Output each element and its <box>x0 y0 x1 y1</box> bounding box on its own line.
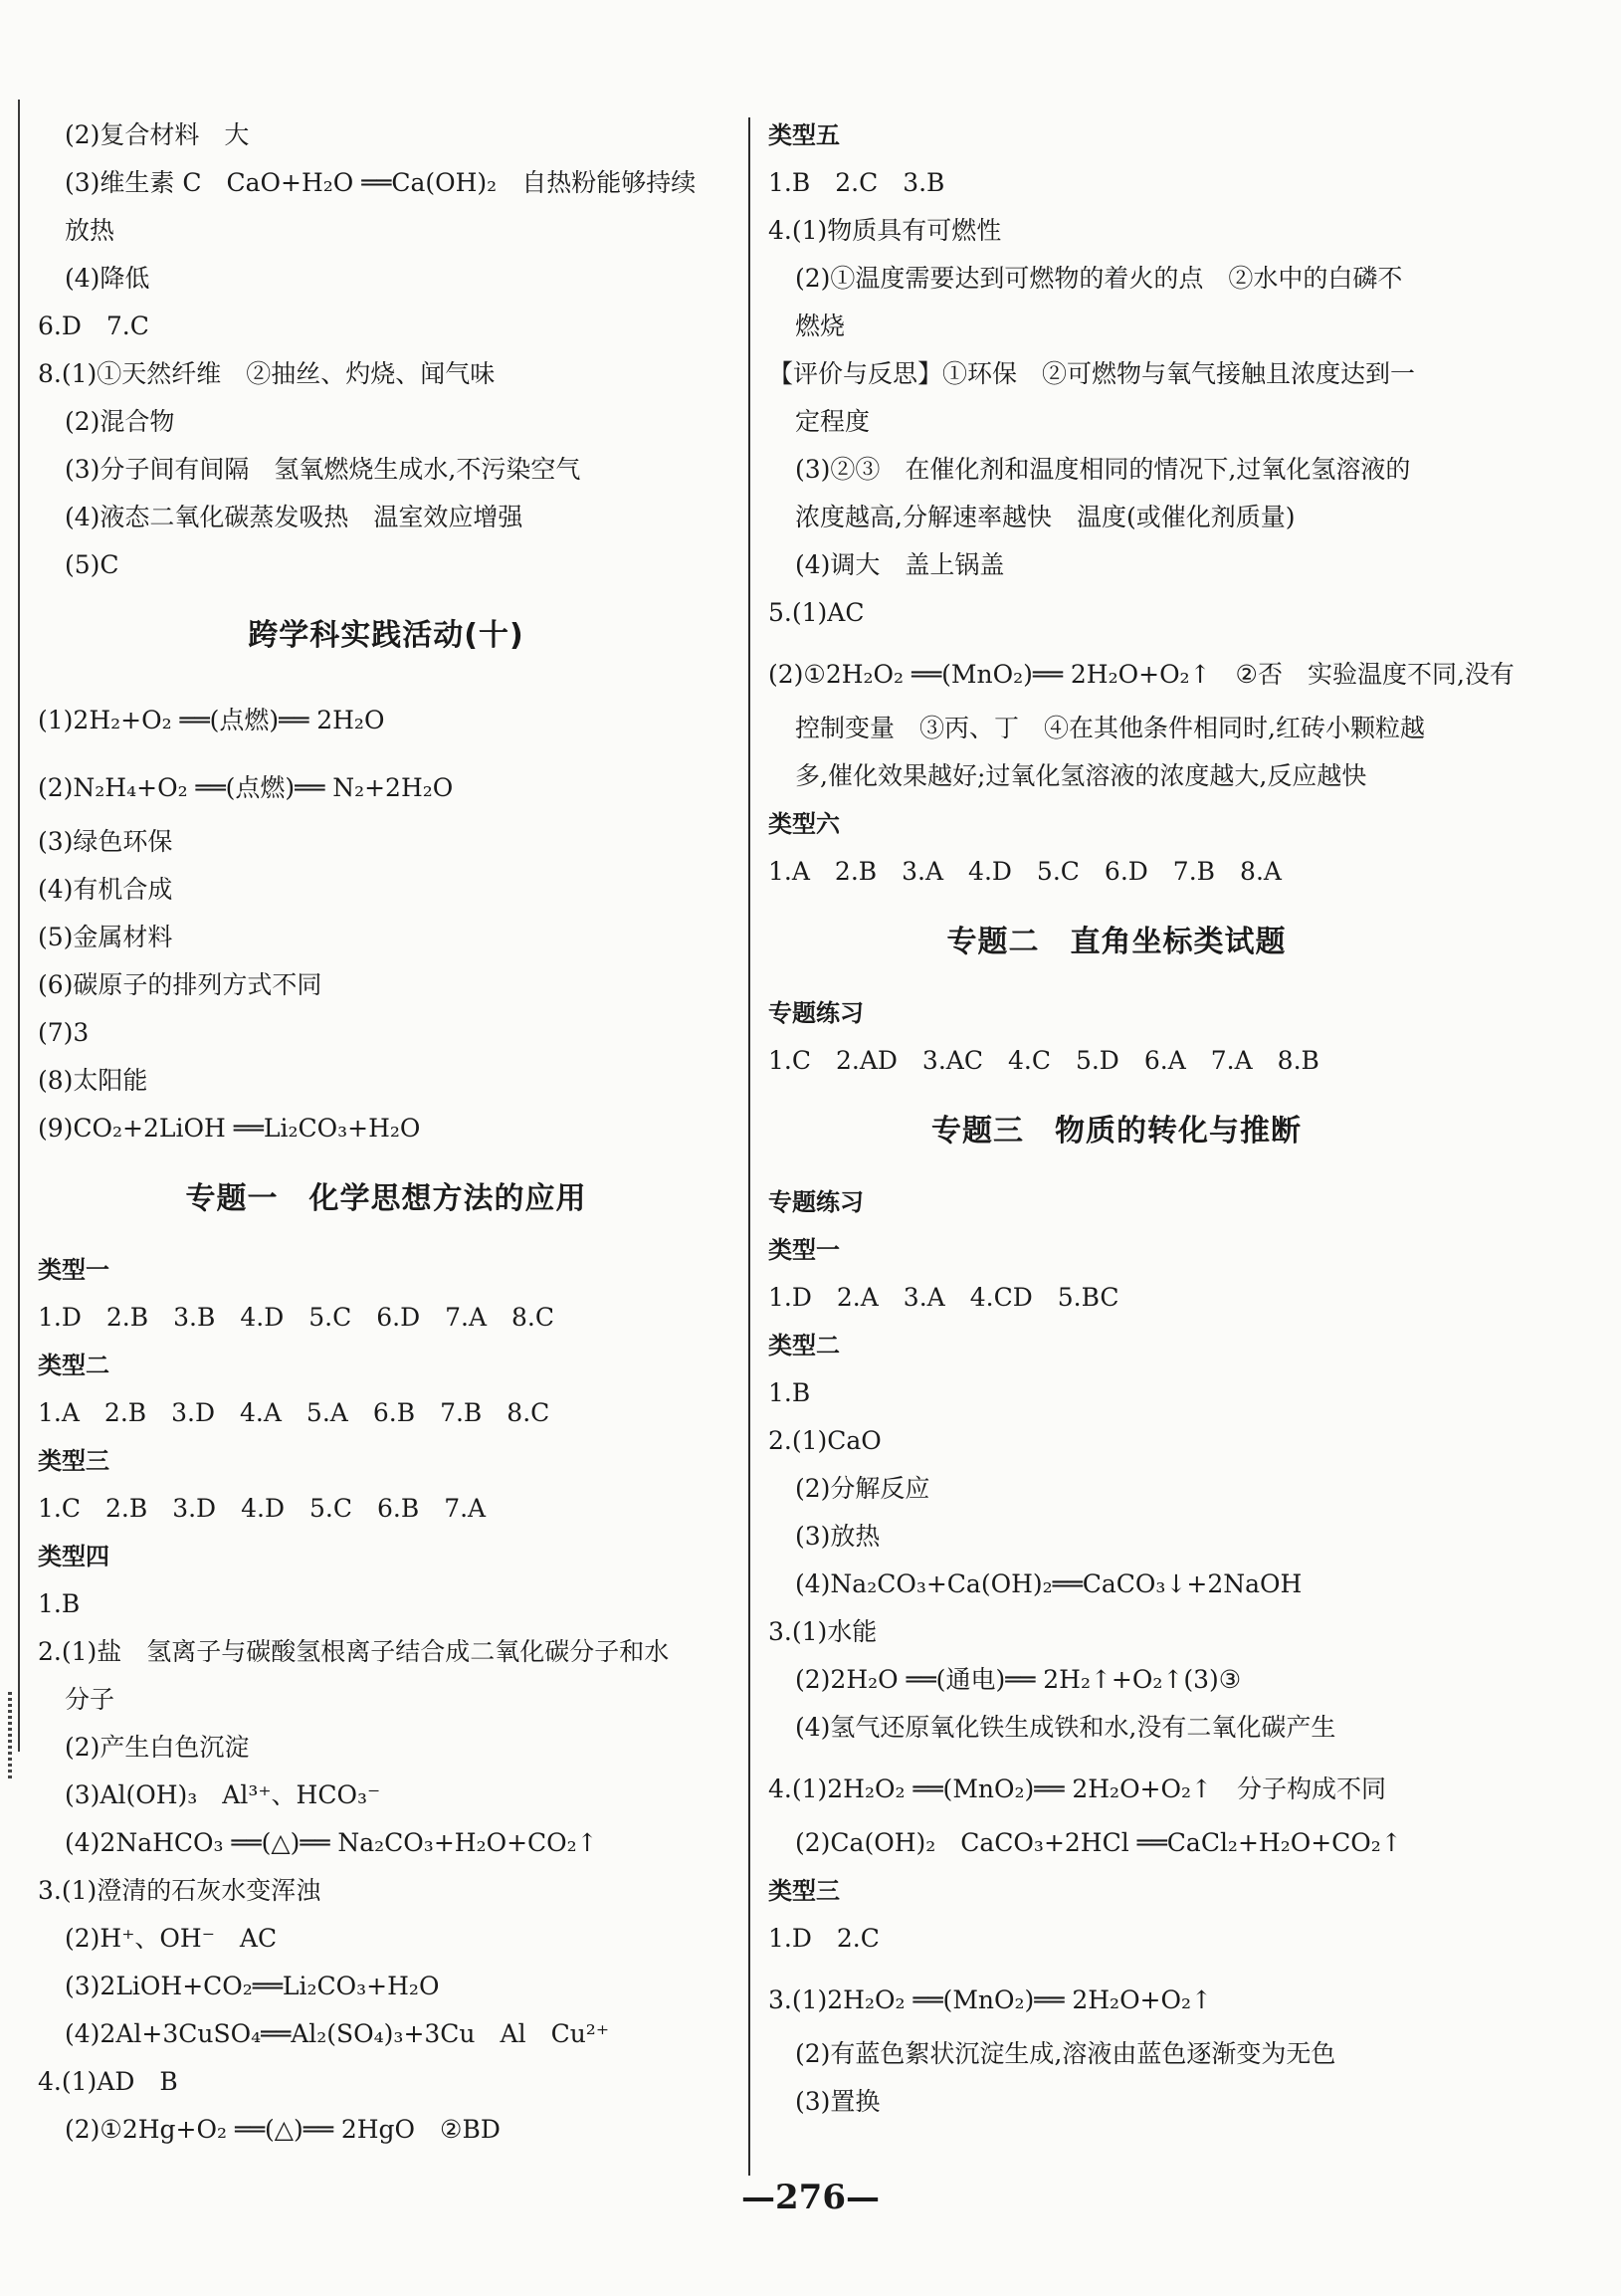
answer-line: 3.(1)2H₂O₂ ══(MnO₂)══ 2H₂O+O₂↑ <box>768 1985 1212 2014</box>
answer-line: 1.C 2.AD 3.AC 4.C 5.D 6.A 7.A 8.B <box>768 1046 1319 1075</box>
answer-line: 6.D 7.C <box>38 312 149 340</box>
answer-line: (4)氢气还原氧化铁生成铁和水,没有二氧化碳产生 <box>795 1713 1336 1742</box>
answer-line: (2)分解反应 <box>795 1474 930 1503</box>
topic-title: 专题三 物质的转化与推断 <box>931 1114 1302 1148</box>
topic-title: 专题一 化学思想方法的应用 <box>185 1181 587 1216</box>
answer-line: 浓度越高,分解速率越快 温度(或催化剂质量) <box>795 503 1296 531</box>
column-divider <box>748 117 750 2176</box>
answer-line: 1.B <box>38 1589 81 1618</box>
answer-line: 分子 <box>65 1685 115 1714</box>
answer-line: (9)CO₂+2LiOH ══Li₂CO₃+H₂O <box>38 1114 421 1143</box>
answer-line: (3)分子间有间隔 氢氧燃烧生成水,不污染空气 <box>65 455 581 484</box>
section-heading: 类型四 <box>38 1543 109 1570</box>
answer-line: (3)置换 <box>795 2087 881 2116</box>
answer-line: (3)②③ 在催化剂和温度相同的情况下,过氧化氢溶液的 <box>795 455 1411 484</box>
section-heading: 类型一 <box>768 1236 840 1264</box>
answer-line: 1.D 2.C <box>768 1924 880 1953</box>
answer-line: (4)Na₂CO₃+Ca(OH)₂══CaCO₃↓+2NaOH <box>795 1569 1303 1598</box>
section-heading: 类型三 <box>38 1447 109 1475</box>
topic-title: 跨学科实践活动(十) <box>248 618 524 653</box>
binding-margin-dots <box>8 1692 12 1781</box>
answer-line: 3.(1)水能 <box>768 1617 878 1646</box>
topic-title: 专题二 直角坐标类试题 <box>946 925 1287 959</box>
answer-line: 4.(1)物质具有可燃性 <box>768 216 1002 245</box>
answer-line: (3)Al(OH)₃ Al³⁺、HCO₃⁻ <box>65 1780 381 1809</box>
answer-line: (2)①2H₂O₂ ══(MnO₂)══ 2H₂O+O₂↑ ②否 实验温度不同,没有 <box>768 660 1515 689</box>
answer-line: (3)绿色环保 <box>38 827 173 856</box>
section-heading: 类型二 <box>768 1332 840 1359</box>
answer-line: (2)混合物 <box>65 407 175 436</box>
section-heading: 类型六 <box>768 810 840 838</box>
answer-line: (2)H⁺、OH⁻ AC <box>65 1924 278 1953</box>
answer-line: (4)2Al+3CuSO₄══Al₂(SO₄)₃+3Cu Al Cu²⁺ <box>65 2019 610 2048</box>
answer-line: (2)产生白色沉淀 <box>65 1733 250 1762</box>
answer-line: (2)Ca(OH)₂ CaCO₃+2HCl ══CaCl₂+H₂O+CO₂↑ <box>795 1828 1402 1857</box>
answer-line: 放热 <box>65 216 115 245</box>
answer-line: (2)①温度需要达到可燃物的着火的点 ②水中的白磷不 <box>795 264 1403 293</box>
answer-line: (8)太阳能 <box>38 1066 148 1095</box>
answer-line: (4)降低 <box>65 264 150 293</box>
answer-line: (4)有机合成 <box>38 875 173 904</box>
answer-line: 3.(1)澄清的石灰水变浑浊 <box>38 1876 321 1905</box>
answer-line: (4)2NaHCO₃ ══(△)══ Na₂CO₃+H₂O+CO₂↑ <box>65 1828 598 1857</box>
answer-line: 1.A 2.B 3.D 4.A 5.A 6.B 7.B 8.C <box>38 1398 550 1427</box>
section-heading: 类型一 <box>38 1256 109 1284</box>
answer-line: 1.C 2.B 3.D 4.D 5.C 6.B 7.A <box>38 1494 487 1523</box>
answer-line: 燃烧 <box>795 312 846 340</box>
answer-line: (5)C <box>65 550 119 579</box>
left-column <box>38 111 734 2154</box>
answer-line: (2)2H₂O ══(通电)══ 2H₂↑+O₂↑(3)③ <box>795 1665 1242 1694</box>
answer-line: 1.B <box>768 1378 811 1407</box>
answer-line: 8.(1)①天然纤维 ②抽丝、灼烧、闻气味 <box>38 359 496 388</box>
answer-line: (2)①2Hg+O₂ ══(△)══ 2HgO ②BD <box>65 2115 501 2144</box>
answer-line: 1.D 2.B 3.B 4.D 5.C 6.D 7.A 8.C <box>38 1303 555 1332</box>
answer-line: (6)碳原子的排列方式不同 <box>38 970 322 999</box>
section-heading: 专题练习 <box>768 1188 864 1216</box>
answer-line: (7)3 <box>38 1018 90 1047</box>
binding-margin-rule <box>18 100 20 1752</box>
answer-line: (1)2H₂+O₂ ══(点燃)══ 2H₂O <box>38 706 385 734</box>
answer-line: (4)液态二氧化碳蒸发吸热 温室效应增强 <box>65 503 523 531</box>
answer-line: (2)复合材料 大 <box>65 120 250 149</box>
answer-line: (4)调大 盖上锅盖 <box>795 550 1005 579</box>
page-number-text: —276— <box>741 2178 880 2217</box>
section-heading: 类型五 <box>768 121 840 149</box>
answer-line: 4.(1)AD B <box>38 2067 178 2096</box>
answer-line: 【评价与反思】①环保 ②可燃物与氧气接触且浓度达到一 <box>768 359 1416 388</box>
answer-line: 4.(1)2H₂O₂ ══(MnO₂)══ 2H₂O+O₂↑ 分子构成不同 <box>768 1774 1386 1803</box>
answer-line: 1.A 2.B 3.A 4.D 5.C 6.D 7.B 8.A <box>768 857 1282 886</box>
page-number <box>0 2178 1621 2217</box>
right-column <box>768 111 1515 2126</box>
answer-line: 2.(1)CaO <box>768 1426 882 1455</box>
answer-line: (3)维生素 C CaO+H₂O ══Ca(OH)₂ 自热粉能够持续 <box>65 168 697 197</box>
section-heading: 专题练习 <box>768 999 864 1027</box>
answer-line: (5)金属材料 <box>38 923 173 951</box>
answer-line: (2)N₂H₄+O₂ ══(点燃)══ N₂+2H₂O <box>38 773 454 802</box>
answer-line: 多,催化效果越好;过氧化氢溶液的浓度越大,反应越快 <box>795 761 1367 790</box>
section-heading: 类型二 <box>38 1352 109 1379</box>
answer-line: 1.D 2.A 3.A 4.CD 5.BC <box>768 1283 1119 1312</box>
answer-line: 控制变量 ③丙、丁 ④在其他条件相同时,红砖小颗粒越 <box>795 714 1425 742</box>
answer-line: (3)2LiOH+CO₂══Li₂CO₃+H₂O <box>65 1972 440 2000</box>
answer-line: (3)放热 <box>795 1522 881 1551</box>
answer-line: 2.(1)盐 氢离子与碳酸氢根离子结合成二氧化碳分子和水 <box>38 1637 670 1666</box>
section-heading: 类型三 <box>768 1877 840 1905</box>
answer-line: 5.(1)AC <box>768 598 865 627</box>
answer-line: 1.B 2.C 3.B <box>768 168 945 197</box>
answer-line: (2)有蓝色絮状沉淀生成,溶液由蓝色逐渐变为无色 <box>795 2039 1336 2068</box>
answer-line: 定程度 <box>795 407 871 436</box>
